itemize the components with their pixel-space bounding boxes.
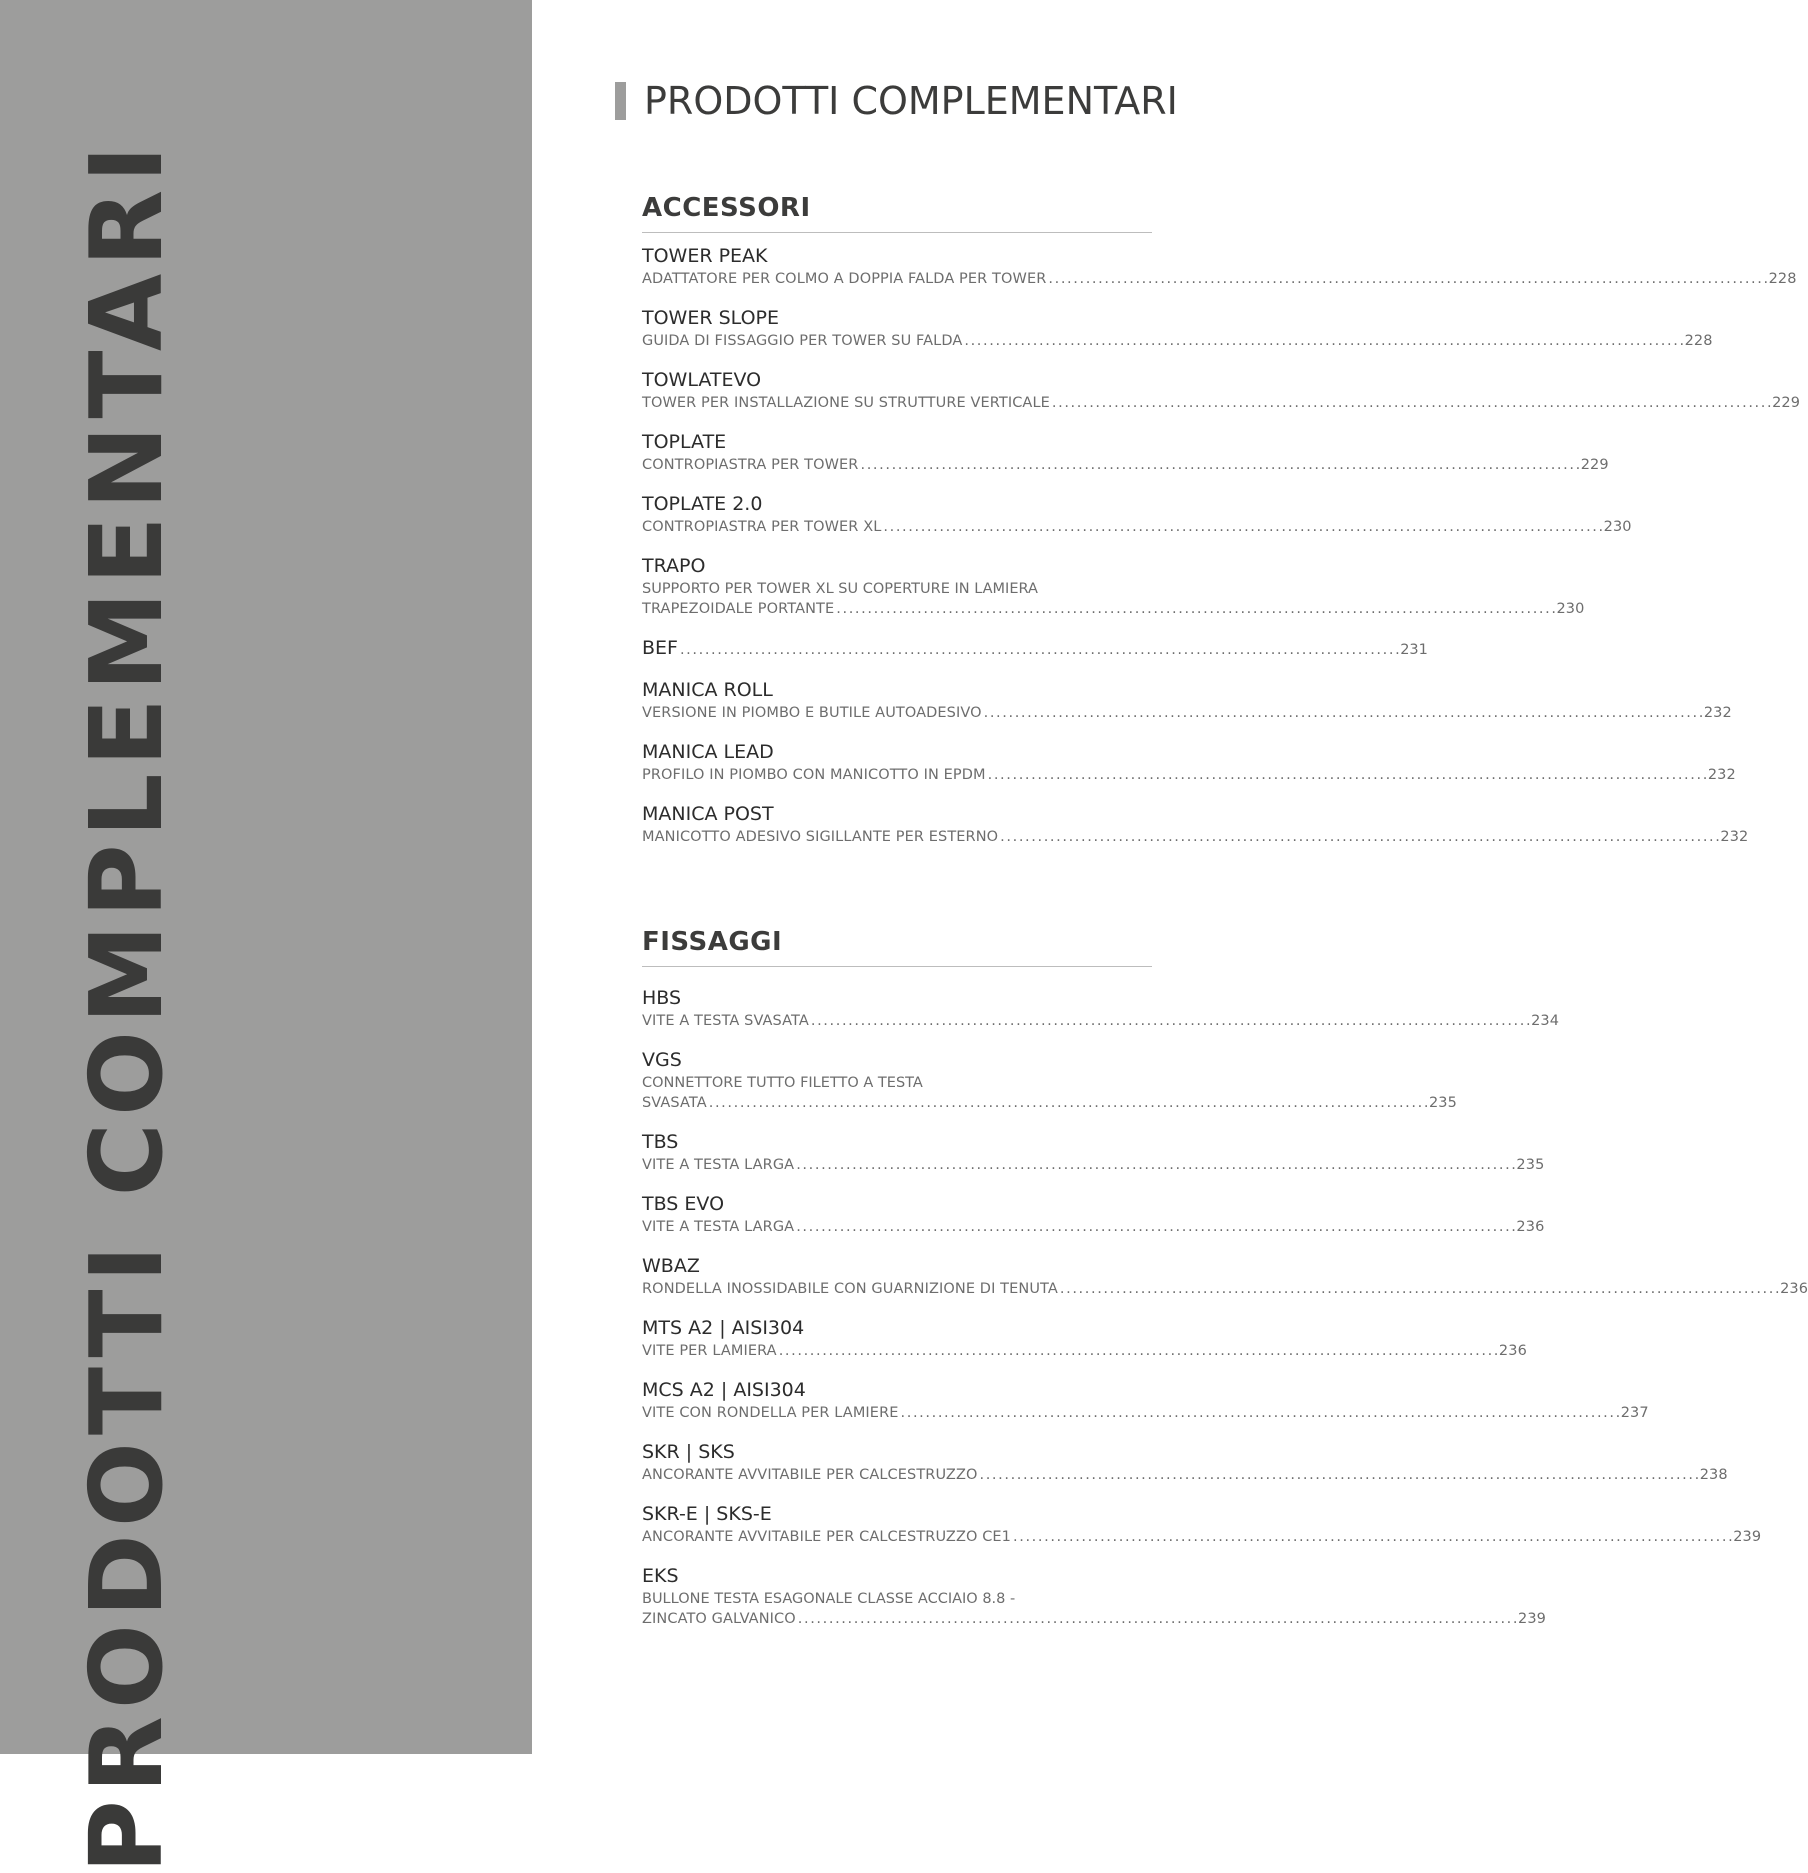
list-item[interactable] bbox=[642, 985, 1560, 1031]
item-name: SKR | SKS bbox=[642, 1441, 735, 1463]
item-description: ZINCATO GALVANICO bbox=[642, 1611, 796, 1627]
dot-leader bbox=[709, 1093, 1427, 1113]
dot-leader bbox=[1060, 1279, 1778, 1299]
item-name: VGS bbox=[642, 1049, 682, 1071]
header-accent-bar bbox=[615, 82, 626, 120]
item-description: TRAPEZOIDALE PORTANTE bbox=[642, 601, 835, 617]
dot-leader bbox=[860, 455, 1578, 475]
item-name: TRAPO bbox=[642, 555, 706, 577]
dot-leader bbox=[984, 703, 1702, 723]
page-number: 238 bbox=[1699, 1467, 1728, 1483]
list-item[interactable] bbox=[642, 1191, 1545, 1237]
section-title: ACCESSORI bbox=[642, 193, 1152, 233]
dot-leader bbox=[796, 1217, 1514, 1237]
item-description: VITE A TESTA LARGA bbox=[642, 1157, 795, 1173]
item-list bbox=[642, 243, 1801, 847]
page-number: 228 bbox=[1684, 333, 1713, 349]
page-number: 232 bbox=[1703, 705, 1732, 721]
list-item[interactable] bbox=[642, 1253, 1808, 1299]
item-name: TOPLATE 2.0 bbox=[642, 493, 763, 515]
page-number: 235 bbox=[1428, 1095, 1457, 1111]
list-item[interactable] bbox=[642, 429, 1609, 475]
page-number: 236 bbox=[1780, 1281, 1808, 1297]
item-description: CONTROPIASTRA PER TOWER XL bbox=[642, 519, 882, 535]
page-number: 229 bbox=[1580, 457, 1609, 473]
item-name: SKR-E | SKS-E bbox=[642, 1503, 772, 1525]
list-item[interactable] bbox=[642, 1129, 1545, 1175]
list-item[interactable] bbox=[642, 1315, 1527, 1361]
page-number: 232 bbox=[1720, 829, 1749, 845]
page-number: 234 bbox=[1531, 1013, 1560, 1029]
dot-leader bbox=[680, 642, 1398, 658]
list-item[interactable] bbox=[642, 491, 1632, 537]
dot-leader bbox=[1048, 269, 1766, 289]
dot-leader bbox=[1013, 1527, 1731, 1547]
item-description: VITE PER LAMIERA bbox=[642, 1343, 777, 1359]
page-number: 229 bbox=[1772, 395, 1801, 411]
dot-leader bbox=[796, 1155, 1514, 1175]
item-description: ANCORANTE AVVITABILE PER CALCESTRUZZO bbox=[642, 1467, 978, 1483]
list-item[interactable] bbox=[642, 1563, 1546, 1629]
item-name: EKS bbox=[642, 1565, 679, 1587]
item-name: TOWER PEAK bbox=[642, 245, 768, 267]
item-name: BEF bbox=[642, 637, 678, 659]
page-number: 236 bbox=[1498, 1343, 1527, 1359]
item-description: MANICOTTO ADESIVO SIGILLANTE PER ESTERNO bbox=[642, 829, 999, 845]
page-number: 228 bbox=[1768, 271, 1797, 287]
item-description: RONDELLA INOSSIDABILE CON GUARNIZIONE DI TENUTA bbox=[642, 1281, 1058, 1297]
item-name: HBS bbox=[642, 987, 682, 1009]
list-item[interactable] bbox=[642, 1501, 1762, 1547]
sidebar bbox=[0, 0, 532, 1873]
item-description: TOWER PER INSTALLAZIONE SU STRUTTURE VERTICALE bbox=[642, 395, 1050, 411]
item-description: GUIDA DI FISSAGGIO PER TOWER SU FALDA bbox=[642, 333, 963, 349]
list-item[interactable] bbox=[642, 801, 1749, 847]
item-name: MTS A2 | AISI304 bbox=[642, 1317, 805, 1339]
page-number: 235 bbox=[1516, 1157, 1545, 1173]
item-description: VITE A TESTA LARGA bbox=[642, 1219, 795, 1235]
item-name: TOPLATE bbox=[642, 431, 727, 453]
page-title: PRODOTTI COMPLEMENTARI bbox=[644, 79, 1178, 123]
item-name: TOWLATEVO bbox=[642, 369, 762, 391]
item-description: ANCORANTE AVVITABILE PER CALCESTRUZZO CE1 bbox=[642, 1529, 1012, 1545]
page-number: 231 bbox=[1400, 642, 1428, 658]
list-item[interactable] bbox=[642, 305, 1713, 351]
dot-leader bbox=[798, 1609, 1516, 1629]
section-fissaggi bbox=[642, 927, 1808, 1645]
list-item[interactable] bbox=[642, 1047, 1457, 1113]
list-item[interactable] bbox=[642, 1439, 1728, 1485]
sidebar-title: PRODOTTI COMPLEMENTARI bbox=[68, 138, 185, 1873]
section-title: FISSAGGI bbox=[642, 927, 1152, 967]
item-name: TBS bbox=[642, 1131, 679, 1153]
item-description: PROFILO IN PIOMBO CON MANICOTTO IN EPDM bbox=[642, 767, 986, 783]
item-description: SVASATA bbox=[642, 1095, 707, 1111]
item-name: TOWER SLOPE bbox=[642, 307, 779, 329]
list-item[interactable] bbox=[642, 1377, 1649, 1423]
item-description-line: SUPPORTO PER TOWER XL SU COPERTURE IN LAMIERA bbox=[642, 581, 1038, 597]
list-item[interactable] bbox=[642, 367, 1801, 413]
item-description: VITE A TESTA SVASATA bbox=[642, 1013, 809, 1029]
page-number: 239 bbox=[1733, 1529, 1762, 1545]
page-number: 230 bbox=[1603, 519, 1632, 535]
list-item[interactable] bbox=[642, 553, 1585, 619]
page-header bbox=[615, 79, 1178, 123]
dot-leader bbox=[964, 331, 1682, 351]
item-name: MCS A2 | AISI304 bbox=[642, 1379, 806, 1401]
dot-leader bbox=[988, 765, 1706, 785]
page-number: 239 bbox=[1518, 1611, 1546, 1627]
item-description-line: CONNETTORE TUTTO FILETTO A TESTA bbox=[642, 1075, 923, 1091]
list-item[interactable] bbox=[642, 243, 1797, 289]
item-name: WBAZ bbox=[642, 1255, 700, 1277]
item-description: VITE CON RONDELLA PER LAMIERE bbox=[642, 1405, 899, 1421]
dot-leader bbox=[883, 517, 1601, 537]
item-description: VERSIONE IN PIOMBO E BUTILE AUTOADESIVO bbox=[642, 705, 982, 721]
list-item[interactable] bbox=[642, 635, 1428, 661]
page-number: 230 bbox=[1556, 601, 1585, 617]
item-name: MANICA POST bbox=[642, 803, 774, 825]
page-number: 232 bbox=[1707, 767, 1736, 783]
item-name: MANICA ROLL bbox=[642, 679, 773, 701]
dot-leader bbox=[901, 1403, 1619, 1423]
dot-leader bbox=[836, 599, 1554, 619]
page-number: 237 bbox=[1620, 1405, 1649, 1421]
dot-leader bbox=[980, 1465, 1698, 1485]
list-item[interactable] bbox=[642, 739, 1736, 785]
dot-leader bbox=[779, 1341, 1497, 1361]
list-item[interactable] bbox=[642, 677, 1732, 723]
section-accessori bbox=[642, 193, 1801, 863]
item-list bbox=[642, 985, 1808, 1629]
item-name: TBS EVO bbox=[642, 1193, 725, 1215]
dot-leader bbox=[1052, 393, 1770, 413]
page-number: 236 bbox=[1516, 1219, 1545, 1235]
dot-leader bbox=[1000, 827, 1718, 847]
item-name: MANICA LEAD bbox=[642, 741, 774, 763]
item-description: ADATTATORE PER COLMO A DOPPIA FALDA PER TOWER bbox=[642, 271, 1047, 287]
item-description: CONTROPIASTRA PER TOWER bbox=[642, 457, 859, 473]
dot-leader bbox=[811, 1011, 1529, 1031]
item-description-line: BULLONE TESTA ESAGONALE CLASSE ACCIAIO 8.8 - bbox=[642, 1591, 1016, 1607]
